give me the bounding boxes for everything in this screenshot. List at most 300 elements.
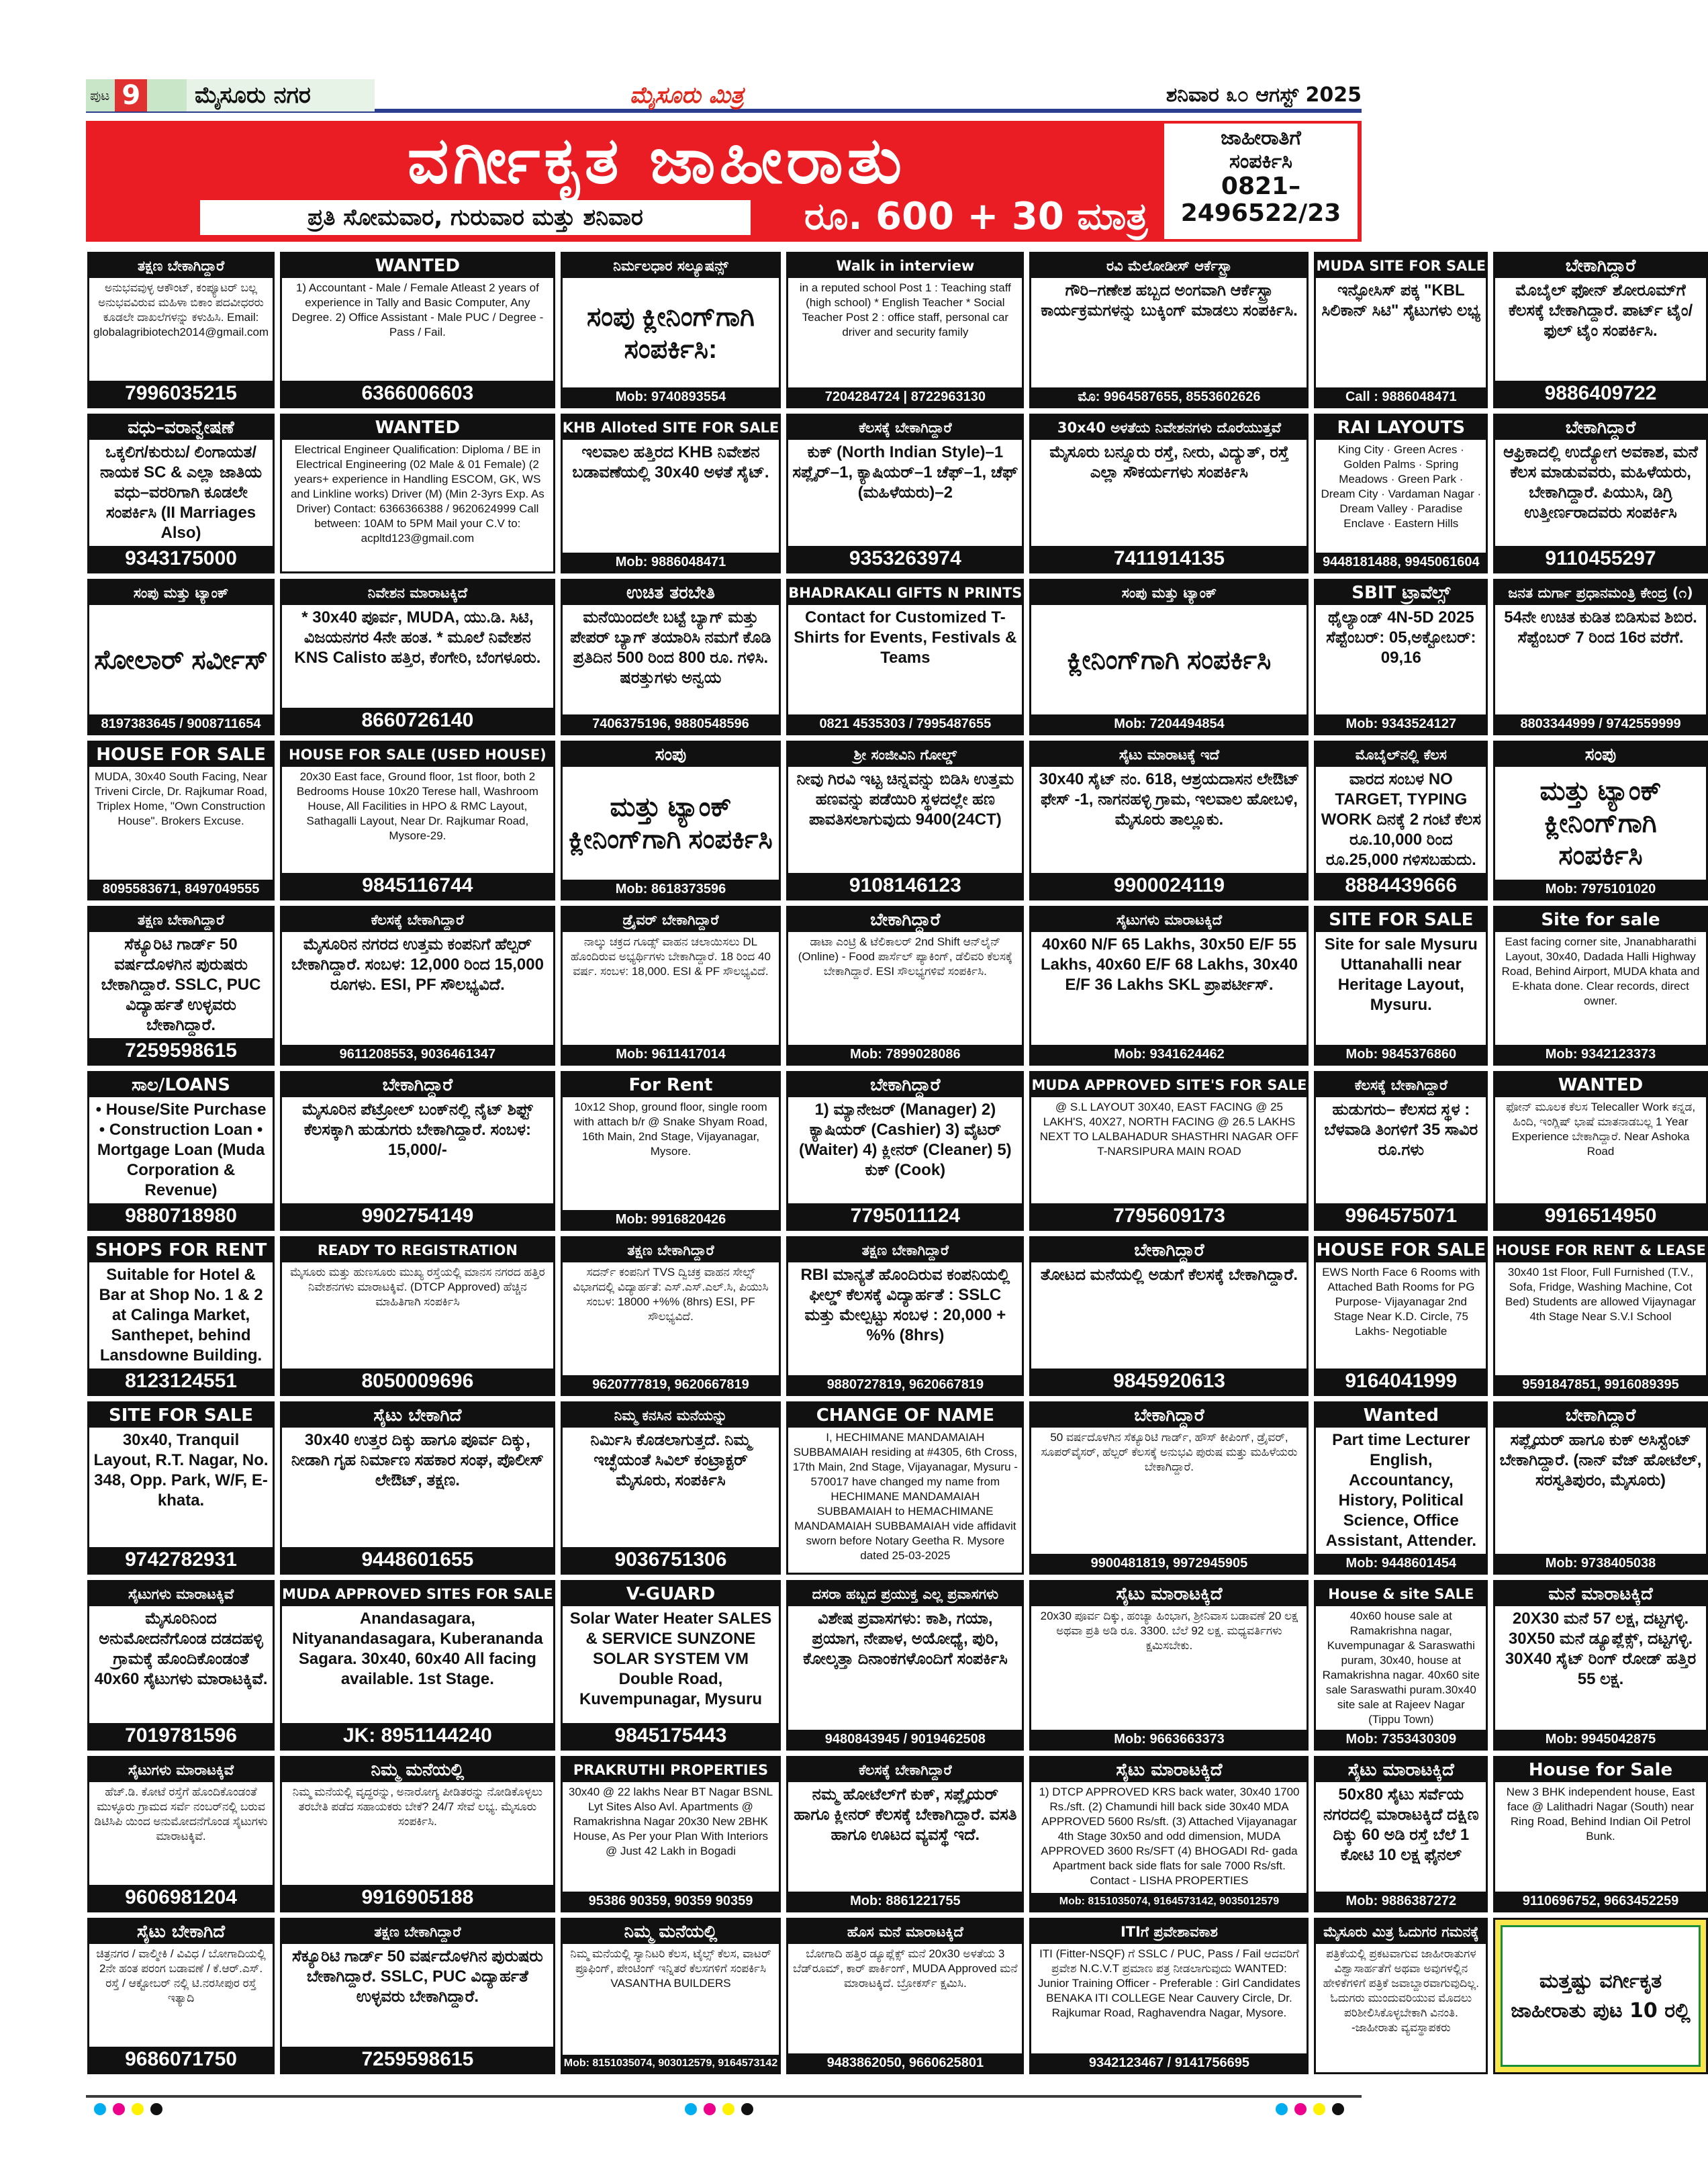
classified-ad	[1029, 741, 1309, 900]
ad-body: 40x60 house sale at Ramakrishna nagar, Kuvempunagar & Saraswathi puram, 30x40, house at Ramakrishna nagar. 40x60 site sale Saraswathi puram.30x40 site sale at Rajeev Nagar (Tippu Town)	[1322, 1610, 1480, 1726]
ad-phone: 7406375196, 9880548596	[563, 714, 779, 733]
ad-body: ವಿಶೇಷ ಪ್ರವಾಸಗಳು: ಕಾಶಿ, ಗಯಾ, ಪ್ರಯಾಗ, ನೇಪಾಳ, ಅಯೋಧ್ಯೆ, ಪುರಿ, ಕೋಲ್ಕತ್ತಾ ದಿನಾಂಕಗಳೊಂದಿಗೆ ಸಂಪರ್ಕಿಸಿ	[803, 1610, 1008, 1668]
classified-ad	[1493, 741, 1708, 900]
ad-phone: 9845920613	[1031, 1368, 1307, 1394]
classified-ad	[1029, 1071, 1309, 1231]
ad-heading: HOUSE FOR SALE	[1316, 1238, 1486, 1262]
ad-heading: ಮೊಬೈಲ್‌ನಲ್ಲಿ ಕೆಲಸ	[1316, 743, 1486, 767]
ad-body: I, HECHIMANE MANDAMAIAH SUBBAMAIAH residing at #4305, 6th Cross, 17th Main, 2nd Stage, Vijayanagar, Mysuru - 570017 have changed my name from HECHIMANE MANDAMAIAH SUBBAMAIAH to HEMACHIMANE MANDAMAIAH SUBBAMAIAH vide affidavit sworn before Notary Geetha R. Mysore dated 25-03-2025	[792, 1431, 1018, 1562]
classified-ad	[87, 252, 275, 408]
ad-body: ನಮ್ಮ ಹೋಟೆಲ್‌ಗೆ ಕುಕ್, ಸಪ್ಲೈಯರ್ ಹಾಗೂ ಕ್ಲೀನರ್ ಕೆಲಸಕ್ಕೆ ಬೇಕಾಗಿದ್ದಾರೆ. ವಸತಿ ಹಾಗೂ ಊಟದ ವ್ಯವಸ್ಥೆ ಇದೆ.	[794, 1785, 1017, 1844]
ad-phone: Mob: 9916820426	[563, 1210, 779, 1229]
ad-heading: ಉಚಿತ ತರಬೇತಿ	[563, 581, 779, 605]
ad-phone: Mob: 9845376860	[1316, 1045, 1486, 1064]
classified-ad	[280, 741, 555, 900]
classified-ad	[1314, 1401, 1488, 1575]
ad-heading: SITE FOR SALE	[89, 1403, 273, 1428]
ad-body: ಸಪ್ಲೈಯರ್ ಹಾಗೂ ಕುಕ್ ಅಸಿಸ್ಟೆಂಟ್ ಬೇಕಾಗಿದ್ದಾರೆ. (ನಾನ್ ವೆಜ್ ಹೋಟೆಲ್, ಸರಸ್ವತಿಪುರಂ, ಮೈಸೂರು)	[1499, 1431, 1702, 1489]
ad-phone: Mob: 8618373596	[563, 880, 779, 898]
classified-ad	[1314, 1756, 1488, 1912]
ad-phone: Mob: 9611417014	[563, 1045, 779, 1064]
classified-ad	[561, 1918, 781, 2074]
ad-heading: ಸೈಟು ಮಾರಾಟಕ್ಕಿದೆ	[1316, 1758, 1486, 1782]
ad-heading: MUDA APPROVED SITE'S FOR SALE	[1031, 1073, 1307, 1097]
ad-heading: ಸೈಟುಗಳು ಮಾರಾಟಕ್ಕಿವೆ	[89, 1582, 273, 1606]
ad-heading: SBIT ಟ್ರಾವೆಲ್ಸ್	[1316, 581, 1486, 605]
ad-body: ಮೈಸೂರು ಮತ್ತು ಹುಣಸೂರು ಮುಖ್ಯ ರಸ್ತೆಯಲ್ಲಿ ಮಾನಸ ನಗರದ ಹತ್ತಿರ ನಿವೇಶನಗಳು ಮಾರಾಟಕ್ಕಿವೆ. (DTCP Approved) ಹೆಚ್ಚಿನ ಮಾಹಿತಿಗಾಗಿ ಸಂಪರ್ಕಿಸಿ	[290, 1266, 545, 1308]
ad-heading: ಸೈಟುಗಳು ಮಾರಾಟಕ್ಕಿದೆ	[1031, 908, 1307, 932]
ad-heading: Site for sale	[1495, 908, 1706, 932]
ad-heading: ನಿರ್ಮಲಧಾರ ಸಲ್ಯೂಷನ್ಸ್	[563, 254, 779, 278]
contact-line-4: 2496522/23	[1180, 199, 1341, 227]
ad-body: ನೀವು ಗಿರವಿ ಇಟ್ಟ ಚಿನ್ನವನ್ನು ಬಿಡಿಸಿ ಉತ್ತಮ ಹಣವನ್ನು ಪಡೆಯಿರಿ ಸ್ಥಳದಲ್ಲೇ ಹಣ ಪಾವತಿಸಲಾಗುವುದು 9400(24CT)	[796, 770, 1014, 829]
ad-phone: 7411914135	[1031, 546, 1307, 571]
ad-body: ಮೈಸೂರಿನ ನಗರದ ಉತ್ತಮ ಕಂಪನಿಗೆ ಹೆಲ್ಪರ್ ಬೇಕಾಗಿದ್ದಾರೆ. ಸಂಬಳ: 12,000 ರಿಂದ 15,000 ರೂಗಳು. ESI, PF ಸೌಲಭ್ಯವಿದೆ.	[291, 935, 544, 994]
classified-ad	[786, 579, 1024, 735]
ad-phone: 9916514950	[1495, 1203, 1706, 1229]
ad-phone: 9110696752, 9663452259	[1495, 1892, 1706, 1910]
ad-phone: 9164041999	[1316, 1368, 1486, 1394]
ad-body: Suitable for Hotel & Bar at Shop No. 1 & 2 at Calinga Market, Santhepet, behind Lansdowne Building.	[99, 1266, 263, 1364]
ad-body: 54ನೇ ಉಚಿತ ಕುಡಿತ ಬಿಡಿಸುವ ಶಿಬಿರ. ಸೆಪ್ಟೆಂಬರ್ 7 ರಿಂದ 16ರ ವರೆಗೆ.	[1504, 608, 1697, 647]
ad-body: Solar Water Heater SALES & SERVICE SUNZONE SOLAR SYSTEM VM Double Road, Kuvempunagar, Mysuru	[569, 1610, 772, 1708]
classified-ad	[87, 1401, 275, 1575]
ad-phone: Mob: 9886387272	[1316, 1892, 1486, 1910]
ad-body: ಸಂಪು ಕ್ಲೀನಿಂಗ್‌ಗಾಗಿ ಸಂಪರ್ಕಿಸಿ:	[587, 301, 755, 364]
classified-ad	[87, 1918, 275, 2074]
ad-body: Contact for Customized T-Shirts for Events, Festivals & Teams	[794, 608, 1017, 667]
ad-phone: 7259598615	[89, 1038, 273, 1064]
classified-ad	[1493, 252, 1708, 408]
ad-body: 10x12 Shop, ground floor, single room with attach b/r @ Snake Shyam Road, 16th Main, 2nd Stage, Vijayanagar, Mysore.	[573, 1101, 768, 1158]
contact-line-2: ಸಂಪರ್ಕಿಸಿ	[1229, 150, 1292, 173]
classified-ad	[786, 1918, 1024, 2074]
ad-heading: ಸೈಟು ಬೇಕಾಗಿದೆ	[89, 1920, 273, 1944]
ad-heading: ನಿಮ್ಮ ಮನೆಯಲ್ಲಿ	[282, 1758, 553, 1782]
more-ads-notice: ಮತ್ತಷ್ಟು ವರ್ಗೀಕೃತ ಜಾಹೀರಾತು ಪುಟ 10 ರಲ್ಲಿ	[1501, 1925, 1701, 2067]
ad-phone: 8884439666	[1316, 873, 1486, 898]
classified-ad	[786, 1401, 1024, 1575]
contact-line-3: 0821–	[1221, 173, 1301, 200]
classified-ad	[1493, 1071, 1708, 1231]
ad-body: East facing corner site, Jnanabharathi Layout, 30x40, Dadada Halli Highway Road, Behind Airport, MUDA khata and E-khata done. Clear records, direct owner.	[1501, 935, 1700, 1007]
ad-body: ಅನುಭವವುಳ್ಳ ಆಕೌಂಟ್, ಕಂಪ್ಯೂಟರ್ ಬಲ್ಲ ಅನುಭವವಿರುವ ಮಹಿಳಾ ಬಿಕಾಂ ಪದವೀಧರರು ಕೂಡಲೇ ದಾಖಲೆಗಳನ್ನು ಕಳುಹಿಸಿ. Email: globalagribiotech2014@gmail.com	[93, 281, 269, 338]
ad-phone: 8095583671, 8497049555	[89, 880, 273, 898]
ad-phone: 6366006603	[282, 381, 553, 406]
ad-heading: ಸೈಟು ಮಾರಾಟಕ್ಕೆ ಇದೆ	[1031, 743, 1307, 767]
ad-body: 50 ವರ್ಷದೊಳಗಿನ ಸೆಕ್ಯೂರಿಟಿ ಗಾರ್ಡ್, ಹೌಸ್ ಕೀಪಿಂಗ್, ಡ್ರೈವರ್, ಸೂಪರ್‌ವೈಸರ್, ಹೆಲ್ಪರ್ ಕೆಲಸಕ್ಕೆ ಅನುಭವಿ ಪುರುಷ ಮತ್ತು ಮಹಿಳೆಯರು ಬೇಕಾಗಿದ್ದಾರೆ.	[1041, 1431, 1298, 1473]
classified-ad	[1029, 414, 1309, 573]
ad-phone: 95386 90359, 90359 90359	[563, 1892, 779, 1910]
ad-phone: 9611208553, 9036461347	[282, 1045, 553, 1064]
ad-body: ಒಕ್ಕಲಿಗ/ಕುರುಬ/ ಲಿಂಗಾಯತ/ನಾಯಕ SC & ಎಲ್ಲಾ ಜಾತಿಯ ವಧು–ವರರಿಗಾಗಿ ಕೂಡಲೇ ಸಂಪರ್ಕಿಸಿ (II Marriages Also)	[100, 443, 263, 542]
ad-heading: CHANGE OF NAME	[788, 1403, 1022, 1428]
ad-phone: 9110455297	[1495, 546, 1706, 571]
ad-body: in a reputed school Post 1 : Teaching staff (high school) * English Teacher * Social Teacher Post 2 : office staff, personal car driver and security family	[799, 281, 1011, 338]
ad-body: ವಾರದ ಸಂಬಳ NO TARGET, TYPING WORK ದಿನಕ್ಕೆ 2 ಗಂಟೆ ಕೆಲಸ ರೂ.10,000 ರಿಂದ ರೂ.25,000 ಗಳಿಸಬಹುದು.	[1321, 770, 1482, 869]
ad-heading: ಕೆಲಸಕ್ಕೆ ಬೇಕಾಗಿದ್ದಾರೆ	[788, 416, 1022, 440]
ad-body: 20X30 ಮನೆ 57 ಲಕ್ಷ, ದಟ್ಟಗಳ್ಳಿ. 30X50 ಮನೆ ಡ್ಯೂಪ್ಲೆಕ್ಸ್, ದಟ್ಟಗಳ್ಳಿ. 30X40 ಸೈಟ್ ರಿಂಗ್ ರೋಡ್ ಹತ್ತಿರ 55 ಲಕ್ಷ.	[1505, 1610, 1697, 1688]
banner-title: ವರ್ಗೀಕೃತ ಜಾಹೀರಾತು	[407, 122, 906, 198]
ad-heading: ಕೆಲಸಕ್ಕೆ ಬೇಕಾಗಿದ್ದಾರೆ	[1316, 1073, 1486, 1097]
yellow-dot-icon	[132, 2103, 144, 2115]
ad-heading: ಹೊಸ ಮನೆ ಮಾರಾಟಕ್ಕಿದೆ	[788, 1920, 1022, 1944]
ad-body: ಥೈಲ್ಯಾಂಡ್ 4N-5D 2025 ಸೆಪ್ಟೆಂಬರ್: 05,ಅಕ್ಟೋಬರ್: 09,16	[1326, 608, 1476, 667]
ad-heading: ದಸರಾ ಹಬ್ಬದ ಪ್ರಯುಕ್ತ ಎಲ್ಲ ಪ್ರವಾಸಗಳು	[788, 1582, 1022, 1606]
ad-phone: 9448181488, 9945061604	[1316, 553, 1486, 571]
ad-phone: 9343175000	[89, 546, 273, 571]
ad-phone: Mob: 9448601454	[1316, 1554, 1486, 1573]
ad-body: @ S.L LAYOUT 30X40, EAST FACING @ 25 LAKH'S, 40X27, NORTH FACING @ 26.5 LAKHS NEXT TO LALBAHADUR SHASTHRI NAGAR OFF T-NARSIPURA MAIN ROAD	[1039, 1101, 1299, 1158]
cyan-dot-icon	[685, 2103, 697, 2115]
ad-heading: KHB Alloted SITE FOR SALE	[563, 416, 779, 440]
classified-ad	[561, 414, 781, 573]
ad-body: 30x40, Tranquil Layout, R.T. Nagar, No. 348, Opp. Park, W/F, E-khata.	[93, 1431, 269, 1510]
ad-body: ಮೈಸೂರಿನ ಪೆಟ್ರೋಲ್ ಬಂಕ್‌ನಲ್ಲಿ ನೈಟ್ ಶಿಫ್ಟ್ ಕೆಲಸಕ್ಕಾಗಿ ಹುಡುಗರು ಬೇಕಾಗಿದ್ದಾರೆ. ಸಂಬಳ: 15,000/-	[302, 1101, 533, 1159]
ad-body: ಆಫ್ರಿಕಾದಲ್ಲಿ ಉದ್ಯೋಗ ಅವಕಾಶ, ಮನೆ ಕೆಲಸ ಮಾಡುವವರು, ಮಹಿಳೆಯರು, ಬೇಕಾಗಿದ್ದಾರೆ. ಪಿಯುಸಿ, ಡಿಗ್ರಿ ಉತ್ತೀರ್ಣರಾದವರು ಸಂಪರ್ಕಿಸಿ	[1503, 443, 1698, 522]
ad-heading: MUDA APPROVED SITES FOR SALE	[282, 1582, 553, 1606]
ad-heading: ಬೇಕಾಗಿದ್ದಾರೆ	[1495, 416, 1706, 440]
classified-banner	[86, 121, 1362, 242]
ad-body: 20x30 ಪೂರ್ವ ದಿಕ್ಕು, ಹಂಚ್ಯಾ ಹಿಂಭಾಗ, ಶ್ರೀನಿವಾಸ ಬಡಾವಣೆ 20 ಲಕ್ಷ ಅಥವಾ ಪ್ರತಿ ಅಡಿ ರೂ. 3300. ಬೆಲೆ 92 ಲಕ್ಷ. ಮಧ್ಯವರ್ತಿಗಳು ಕ್ಷಮಿಸಬೇಕು.	[1040, 1610, 1298, 1652]
classified-ad	[1029, 1918, 1309, 2074]
classified-ad	[1029, 252, 1309, 408]
ad-phone: Mob: 9341624462	[1031, 1045, 1307, 1064]
ad-heading: ಬೇಕಾಗಿದ್ದಾರೆ	[1495, 1403, 1706, 1428]
ad-phone: 9900024119	[1031, 873, 1307, 898]
ad-phone: 7204284724 | 8722963130	[788, 387, 1022, 406]
ad-body: ಕುಕ್ (North Indian Style)–1 ಸಪ್ಲೈರ್–1, ಕ್ಯಾಷಿಯರ್–1 ಚೆಫ್–1, ಚೆಫ್ (ಮಹಿಳೆಯರು)–2	[792, 443, 1018, 502]
ad-body: ಮೈಸೂರು ಬನ್ನೂರು ರಸ್ತೆ, ನೀರು, ವಿದ್ಯುತ್, ರಸ್ತೆ ಎಲ್ಲಾ ಸೌಕರ್ಯಗಳು ಸಂಪರ್ಕಿಸಿ	[1049, 443, 1289, 481]
ad-body: ಪತ್ರಿಕೆಯಲ್ಲಿ ಪ್ರಕಟವಾಗುವ ಜಾಹೀರಾತುಗಳ ವಿಶ್ವಾಸಾರ್ಹತೆಗೆ ಅಥವಾ ಅವುಗಳಲ್ಲಿನ ಹೇಳಿಕೆಗಳಿಗೆ ಪತ್ರಿಕೆ ಜವಾಬ್ದಾರವಾಗುವುದಿಲ್ಲ. ಓದುಗರು ಮುಂದುವರಿಯುವ ಮೊದಲು ಪರಿಶೀಲಿಸಿಕೊಳ್ಳಬೇಕಾಗಿ ವಿನಂತಿ. -ಜಾಹೀರಾತು ವ್ಯವಸ್ಥಾಪಕರು	[1323, 1947, 1479, 2034]
ad-heading: ತಕ್ಷಣ ಬೇಕಾಗಿದ್ದಾರೆ	[282, 1920, 553, 1944]
ad-heading: ಸಂಪು	[563, 743, 779, 767]
ad-heading: BHADRAKALI GIFTS N PRINTS	[788, 581, 1022, 605]
issue-date: ಶನಿವಾರ ೩೦ ಆಗಸ್ಟ್ 2025	[1166, 83, 1362, 107]
classified-ad	[1493, 414, 1708, 573]
ad-heading: ನಿಮ್ಮ ಕನಸಿನ ಮನೆಯನ್ನು	[563, 1403, 779, 1428]
ad-phone: 9880727819, 9620667819	[788, 1375, 1022, 1394]
ad-heading: HOUSE FOR RENT & LEASE	[1495, 1238, 1706, 1262]
ad-body: ಮತ್ತು ಟ್ಯಾಂಕ್ ಕ್ಲೀನಿಂಗ್‌ಗಾಗಿ ಸಂಪರ್ಕಿಸಿ	[1539, 776, 1662, 870]
ad-heading: Wanted	[1316, 1403, 1486, 1428]
ad-phone: Mob: 7353430309	[1316, 1730, 1486, 1749]
ad-heading: ನಿಮ್ಮ ಮನೆಯಲ್ಲಿ	[563, 1920, 779, 1944]
ad-phone: 8660726140	[282, 708, 553, 733]
yellow-dot-icon	[1313, 2103, 1325, 2115]
ad-phone: Mob: 9342123373	[1495, 1045, 1706, 1064]
ad-body: ಗೌರಿ–ಗಣೇಶ ಹಬ್ಬದ ಅಂಗವಾಗಿ ಆರ್ಕೆಸ್ಟ್ರಾ ಕಾರ್ಯಕ್ರಮಗಳನ್ನು ಬುಕ್ಕಿಂಗ್ ಮಾಡಲು ಸಂಪರ್ಕಿಸಿ.	[1041, 281, 1298, 320]
ad-body: ಮನೆಯಿಂದಲೇ ಬಟ್ಟೆ ಬ್ಯಾಗ್ ಮತ್ತು ಪೇಪರ್ ಬ್ಯಾಗ್ ತಯಾರಿಸಿ ನಮಗೆ ಕೊಡಿ ಪ್ರತಿದಿನ 500 ರಿಂದ 800 ರೂ. ಗಳಿಸಿ. ಷರತ್ತುಗಳು ಅನ್ವಯ	[570, 608, 771, 687]
ad-body: 50x80 ಸೈಟು ಸರ್ವೆಯ ನಗರದಲ್ಲಿ ಮಾರಾಟಕ್ಕಿದೆ ದಕ್ಷಿಣ ದಿಕ್ಕು 60 ಅಡಿ ರಸ್ತೆ ಬೆಲೆ 1 ಕೋಟಿ 10 ಲಕ್ಷ ಫೈನಲ್	[1323, 1785, 1479, 1864]
classified-ad	[561, 1580, 781, 1751]
banner-contact	[1164, 124, 1358, 239]
ad-body: • House/Site Purchase • Construction Loan • Mortgage Loan (Muda Corporation & Revenue)	[95, 1101, 267, 1199]
classified-ad	[1314, 1580, 1488, 1751]
ad-phone: 9900481819, 9972945905	[1031, 1554, 1307, 1573]
classified-ad	[1493, 1236, 1708, 1396]
classified-ad	[561, 741, 781, 900]
classified-ad	[786, 906, 1024, 1066]
ad-body: King City · Green Acres · Golden Palms · Spring Meadows · Green Park · Dream City · Vardaman Nagar · Dream Valley · Paradise Enclave · Eastern Hills	[1321, 443, 1482, 530]
ad-phone: 8803344999 / 9742559999	[1495, 714, 1706, 733]
ad-body: 30x40 ಸೈಟ್ ನಂ. 618, ಆಶ್ರಯದಾಸನ ಲೇಔಟ್ ಫೇಸ್ -1, ನಾಗನಹಳ್ಳಿ ಗ್ರಾಮ, ಇಲವಾಲ ಹೋಬಳಿ, ಮೈಸೂರು ತಾಲ್ಲೂಕು.	[1039, 770, 1300, 829]
ad-body: ಡಾಟಾ ಎಂಟ್ರಿ & ಟೆಲಿಕಾಲರ್ 2nd Shift ಆನ್‌ಲೈನ್ (Online) - Food ಪಾರ್ಸೆಲ್ ಪ್ಯಾಕಿಂಗ್, ಡೆಲಿವರಿ ಕೆಲಸಕ್ಕೆ ಬೇಕಾಗಿದ್ದಾರೆ. ESI ಸೌಲಭ್ಯಗಳಿವೆ ಸಂಪರ್ಕಿಸಿ.	[798, 935, 1012, 978]
page-number-box	[86, 79, 187, 111]
classified-ad	[280, 1918, 555, 2074]
cyan-dot-icon	[94, 2103, 106, 2115]
classified-ad	[786, 1071, 1024, 1231]
contact-line-1: ಜಾಹೀರಾತಿಗೆ	[1221, 126, 1301, 150]
ad-heading: ಸೈಟು ಬೇಕಾಗಿದೆ	[282, 1403, 553, 1428]
ad-body: ನಿಮ್ಮ ಮನೆಯಲ್ಲಿ ವೃದ್ಧರನ್ನು, ಅನಾರೋಗ್ಯ ಪೀಡಿತರನ್ನು ನೋಡಿಕೊಳ್ಳಲು ತರಬೇತಿ ಪಡೆದ ಸಹಾಯಕರು ಬೇಕೆ? 24/7 ಸೇವೆ ಲಭ್ಯ. ಮೈಸೂರು ಸಂಪರ್ಕಿಸಿ.	[292, 1785, 542, 1828]
ad-heading: ತಕ್ಷಣ ಬೇಕಾಗಿದ್ದಾರೆ	[563, 1238, 779, 1262]
classified-ad	[87, 741, 275, 900]
page-header	[86, 79, 1362, 113]
classified-ad	[561, 906, 781, 1066]
classified-ad	[561, 1071, 781, 1231]
classified-ad	[1029, 579, 1309, 735]
classified-ad	[1314, 1071, 1488, 1231]
classified-ad	[87, 906, 275, 1066]
ad-body: 30x40 1st Floor, Full Furnished (T.V., Sofa, Fridge, Washing Machine, Cot Bed) Students are allowed Vijaynagar 4th Stage Near S.V.I School	[1505, 1266, 1697, 1323]
ad-heading: ಸಂಪು	[1495, 743, 1706, 767]
ad-body: Part time Lecturer English, Accountancy, History, Political Science, Office Assistant, Attender.	[1325, 1431, 1477, 1550]
ad-heading: ಸಾಲ/LOANS	[89, 1073, 273, 1097]
ad-heading: ಬೇಕಾಗಿದ್ದಾರೆ	[788, 1073, 1022, 1097]
ad-heading: House for Sale	[1495, 1758, 1706, 1782]
ad-body: ಮೈಸೂರಿನಿಂದ ಅನುಮೋದನೆಗೊಂಡ ದಡದಹಳ್ಳಿ ಗ್ರಾಮಕ್ಕೆ ಹೊಂದಿಕೊಂಡಂತೆ 40x60 ಸೈಟುಗಳು ಮಾರಾಟಕ್ಕಿವೆ.	[94, 1610, 268, 1688]
ad-body: ಸೆಕ್ಯೂರಿಟಿ ಗಾರ್ಡ್ 50 ವರ್ಷದೊಳಗಿನ ಪುರುಷರು ಬೇಕಾಗಿದ್ದಾರೆ. SSLC, PUC ವಿದ್ಯಾರ್ಹತೆ ಉಳ್ಳವರು ಬೇಕಾಗಿದ್ದಾರೆ.	[292, 1947, 543, 2006]
classified-ad	[280, 1756, 555, 1912]
ad-body: ಸೋಲಾರ್ ಸರ್ವೀಸ್	[94, 645, 268, 675]
classified-ad	[87, 579, 275, 735]
ad-body: 1) DTCP APPROVED KRS back water, 30x40 1700 Rs./sft. (2) Chamundi hill back side 30x40 MDA APPROVED 5600 Rs/sft. (3) Attached Vijayanagar 4th Stage 30x50 and odd dimension, MUDA APPROVED 3600 Rs/SFT (4) BHOGADI Rd- gada Apartment back side flats for sale 7000 Rs/sft. Contact - LISHA PROPERTIES	[1039, 1785, 1300, 1887]
ad-phone: Mob: 9663663373	[1031, 1730, 1307, 1749]
ad-phone: Mob: 7204494854	[1031, 714, 1307, 733]
ad-phone: 9686071750	[89, 2047, 273, 2072]
ad-body: ಹುಡುಗರು– ಕೆಲಸದ ಸ್ಥಳ : ಬೆಳವಾಡಿ ತಿಂಗಳಿಗೆ 35 ಸಾವಿರ ರೂ.ಗಳು	[1324, 1101, 1478, 1159]
ad-phone: 9342123467 / 9141756695	[1031, 2053, 1307, 2072]
ad-body: Site for sale Mysuru Uttanahalli near Heritage Layout, Mysuru.	[1324, 935, 1478, 1014]
ad-body: 1) Accountant - Male / Female Atleast 2 years of experience in Tally and Basic Computer, Any Degree. 2) Office Assistant - Male PUC / Degree - Pass / Fail.	[291, 281, 544, 338]
ad-phone: 9483862050, 9660625801	[788, 2053, 1022, 2072]
classified-ad	[1029, 1236, 1309, 1396]
ad-phone: 8197383645 / 9008711654	[89, 714, 273, 733]
ad-phone: Mob: 9740893554	[563, 387, 779, 406]
color-registration-center	[685, 2103, 753, 2115]
ad-phone: 7795011124	[788, 1203, 1022, 1229]
ad-body: 40x60 N/F 65 Lakhs, 30x50 E/F 55 Lakhs, 40x60 E/F 68 Lakhs, 30x40 E/F 36 Lakhs SKL ಪ್ರಾಪರ್ಟೀಸ್.	[1041, 935, 1298, 994]
classified-ad	[280, 906, 555, 1066]
banner-price: ರೂ. 600 + 30 ಮಾತ್ರ	[804, 195, 1148, 238]
masthead-logo: ಮೈಸೂರು ಮಿತ್ರ	[630, 82, 744, 109]
ad-body: 30x40 @ 22 lakhs Near BT Nagar BSNL Lyt Sites Also Avl. Apartments @ Ramakrishna Nagar 20x30 New 2BHK House, As Per your Plan With Interiors @ Just 42 Lakh in Bogadi	[568, 1785, 773, 1857]
ad-body: 1) ಮ್ಯಾನೇಜರ್ (Manager) 2) ಕ್ಯಾಷಿಯರ್ (Cashier) 3) ವೈಟರ್ (Waiter) 4) ಕ್ಲೀನರ್ (Cleaner) 5) ಕುಕ್ (Cook)	[799, 1101, 1012, 1179]
classified-ad	[561, 1756, 781, 1912]
classified-ad	[561, 252, 781, 408]
ad-heading: ವಧು–ವರಾನ್ವೇಷಣೆ	[89, 416, 273, 440]
ad-phone: 0821 4535303 / 7995487655	[788, 714, 1022, 733]
ad-heading: ಬೇಕಾಗಿದ್ದಾರೆ	[282, 1073, 553, 1097]
ad-phone: 9036751306	[563, 1547, 779, 1573]
classified-ad	[1314, 1236, 1488, 1396]
ad-body: ನಿಮ್ಮ ಮನೆಯಲ್ಲಿ ಸ್ಯಾನಿಟರಿ ಕೆಲಸ, ಟೈಲ್ಸ್ ಕೆಲಸ, ವಾಟರ್ ಪ್ರೂಫಿಂಗ್, ಪೇಂಟಿಂಗ್ ಇನ್ನಿತರೆ ಕೆಲಸಗಳಿಗೆ ಸಂಪರ್ಕಿಸಿ VASANTHA BUILDERS	[570, 1947, 771, 1990]
ad-heading: WANTED	[1495, 1073, 1706, 1097]
ad-phone: Call : 9886048471	[1316, 387, 1486, 406]
ad-phone: Mob: 9738405038	[1495, 1554, 1706, 1573]
classified-ad	[1029, 906, 1309, 1066]
ad-phone: 9902754149	[282, 1203, 553, 1229]
classified-ad	[561, 1236, 781, 1396]
ad-heading: Walk in interview	[788, 254, 1022, 278]
ad-heading: ತಕ್ಷಣ ಬೇಕಾಗಿದ್ದಾರೆ	[788, 1238, 1022, 1262]
classified-ad	[786, 1580, 1024, 1751]
color-registration-right	[1276, 2103, 1344, 2115]
classified-ad	[280, 1401, 555, 1575]
ad-heading: ಸೈಟು ಮಾರಾಟಕ್ಕಿದೆ	[1031, 1758, 1307, 1782]
ad-heading: SHOPS FOR RENT	[89, 1238, 273, 1262]
ad-body: MUDA, 30x40 South Facing, Near Triveni Circle, Dr. Rajkumar Road, Triplex Home, "Own Construction House". Brokers Excuse.	[94, 770, 268, 827]
ad-body: * 30x40 ಪೂರ್ವ, MUDA, ಯು.ಡಿ. ಸಿಟಿ, ವಿಜಯನಗರ 4ನೇ ಹಂತ. * ಮೂಲೆ ನಿವೇಶನ KNS Calisto ಹತ್ತಿರ, ಕೆಂಗೇರಿ, ಬೆಂಗಳೂರು.	[294, 608, 541, 667]
classified-ad	[87, 1071, 275, 1231]
classified-ad	[561, 1401, 781, 1575]
ad-phone: 9916905188	[282, 1885, 553, 1910]
ad-phone: 8050009696	[282, 1368, 553, 1394]
ad-heading: House & site SALE	[1316, 1582, 1486, 1606]
ad-heading: ಬೇಕಾಗಿದ್ದಾರೆ	[1031, 1238, 1307, 1262]
ad-heading: ಕೆಲಸಕ್ಕೆ ಬೇಕಾಗಿದ್ದಾರೆ	[282, 908, 553, 932]
ad-heading: ತಕ್ಷಣ ಬೇಕಾಗಿದ್ದಾರೆ	[89, 254, 273, 278]
classified-ad	[1314, 252, 1488, 408]
classified-ad	[280, 579, 555, 735]
ad-heading: SITE FOR SALE	[1316, 908, 1486, 932]
classified-ad	[786, 1756, 1024, 1912]
ad-heading: ನಿವೇಶನ ಮಾರಾಟಕ್ಕಿದೆ	[282, 581, 553, 605]
ad-body: 30x40 ಉತ್ತರ ದಿಕ್ಕು ಹಾಗೂ ಪೂರ್ವ ದಿಕ್ಕು, ನೀಡಾಗಿ ಗೃಹ ನಿರ್ಮಾಣ ಸಹಕಾರ ಸಂಘ, ಪೊಲೀಸ್ ಲೇಔಟ್, ತಕ್ಷಣ.	[291, 1431, 544, 1489]
ad-heading: RAI LAYOUTS	[1316, 416, 1486, 440]
ad-body: ಚಿತ್ರನಗರ / ವಾಲ್ಮೀಕಿ / ವಿವಿಧ / ಬೋಗಾದಿಯಲ್ಲಿ 2ನೇ ಹಂತ ಪರಂಗ ಬಡಾವಣೆ / ಕೆ.ಆರ್.ಎಸ್. ರಸ್ತೆ / ಆಕ್ಟೋಬರ್ ನಲ್ಲಿ ಟಿ.ನರಸೀಪುರ ರಸ್ತೆ ಇತ್ಯಾದಿ	[96, 1947, 266, 2004]
ad-heading: For Rent	[563, 1073, 779, 1097]
black-dot-icon	[741, 2103, 753, 2115]
classified-ad	[1314, 579, 1488, 735]
ad-heading: MUDA SITE FOR SALE	[1316, 254, 1486, 278]
ad-body: ಬೋಗಾದಿ ಹತ್ತಿರ ಡ್ಯೂಪ್ಲೆಕ್ಸ್ ಮನೆ 20x30 ಅಳತೆಯ 3 ಬೆಡ್‌ರೂಮ್, ಕಾರ್ ಪಾರ್ಕಿಂಗ್, MUDA Approved ಮನೆ ಮಾರಾಟಕ್ಕಿದೆ. ಬ್ರೋಕರ್ಸ್ ಕ್ಷಮಿಸಿ.	[793, 1947, 1018, 1990]
ad-body: EWS North Face 6 Rooms with Attached Bath Rooms for PG Purpose- Vijayanagar 2nd Stage Near K.D. Circle, 75 Lakhs- Negotiable	[1322, 1266, 1480, 1338]
classified-ad	[1029, 1580, 1309, 1751]
ad-heading: WANTED	[282, 416, 553, 440]
ad-heading: ಜನತ ದುರ್ಗಾ ಪ್ರಧಾನಮಂತ್ರಿ ಕೇಂದ್ರ (೧)	[1495, 581, 1706, 605]
classified-ad	[786, 414, 1024, 573]
ad-phone: 9606981204	[89, 1885, 273, 1910]
ad-body: ಸದರ್ನ್ ಕಂಪನಿಗೆ TVS ದ್ವಿಚಕ್ರ ವಾಹನ ಸೇಲ್ಸ್ ವಿಭಾಗದಲ್ಲಿ ವಿದ್ಯಾರ್ಹತೆ: ಎಸ್.ಎಸ್.ಎಲ್.ಸಿ, ಪಿಯುಸಿ ಸಂಬಳ: 18000 +%% (8hrs) ESI, PF ಸೌಲಭ್ಯವಿದೆ.	[573, 1266, 769, 1323]
ad-phone: 9742782931	[89, 1547, 273, 1573]
ad-heading: ತಕ್ಷಣ ಬೇಕಾಗಿದ್ದಾರೆ	[89, 908, 273, 932]
ad-phone: Mob: 7899028086	[788, 1045, 1022, 1064]
ad-body: 20x30 East face, Ground floor, 1st floor, both 2 Bedrooms House 10x20 Terese hall, Washroom House, All Facilities in HPO & RMC Layout, Sathagalli Layout, Near Dr. Rajkumar Road, Mysore-29.	[296, 770, 538, 842]
ad-phone: 9845116744	[282, 873, 553, 898]
ad-heading: 30x40 ಅಳತೆಯ ನಿವೇಶನಗಳು ದೊರೆಯುತ್ತವೆ	[1031, 416, 1307, 440]
ad-phone: Mob: 7975101020	[1495, 880, 1706, 898]
ad-phone: 9845175443	[563, 1723, 779, 1749]
classified-ad	[1314, 1918, 1488, 2074]
ad-body: Electrical Engineer Qualification: Diploma / BE in Electrical Engineering (02 Male & 01 Female) (2 years+ experience in Handling ESCOM, GK, WS and Linkline works) Driver (M) (Min 2-3yrs Exp. As Driver) Contact: 6366366388 / 9620624999 Call between: 10AM to 5PM Mail your C.V to: acpltd123@gmail.com	[290, 443, 544, 545]
classified-ad	[1029, 1401, 1309, 1575]
classified-ad	[561, 579, 781, 735]
ad-phone: 9620777819, 9620667819	[563, 1375, 779, 1394]
classified-ad	[786, 1236, 1024, 1396]
ad-heading: ಮನೆ ಮಾರಾಟಕ್ಕಿದೆ	[1495, 1582, 1706, 1606]
ad-body: ಹೆಚ್.ಡಿ. ಕೋಟೆ ರಸ್ತೆಗೆ ಹೊಂದಿಕೊಂಡಂತೆ ಮುಳ್ಳೂರು ಗ್ರಾಮದ ಸರ್ವೆ ನಂಬರ್‌ನಲ್ಲಿ ಬರುವ ಡಿಟಿಸಿಪಿ ಯಿಂದ ಅನುಮೋದನೆಗೊಂಡ ಸೈಟುಗಳು ಮಾರಾಟಕ್ಕಿವೆ.	[94, 1785, 268, 1843]
classified-ad	[786, 252, 1024, 408]
ad-heading: ಸಂಪು ಮತ್ತು ಟ್ಯಾಂಕ್	[89, 581, 273, 605]
magenta-dot-icon	[704, 2103, 716, 2115]
ad-phone: 7996035215	[89, 381, 273, 406]
ad-heading: ಬೇಕಾಗಿದ್ದಾರೆ	[1031, 1403, 1307, 1428]
ad-phone: 8123124551	[89, 1368, 273, 1394]
ad-heading: HOUSE FOR SALE (USED HOUSE)	[282, 743, 553, 767]
ad-heading: ಶ್ರೀ ಸಂಜೀವಿನಿ ಗೋಲ್ಡ್	[788, 743, 1022, 767]
ad-phone: 9964575071	[1316, 1203, 1486, 1229]
ad-phone: 7795609173	[1031, 1203, 1307, 1229]
ad-heading: ಬೇಕಾಗಿದ್ದಾರೆ	[788, 908, 1022, 932]
ad-phone: 9591847851, 9916089395	[1495, 1375, 1706, 1394]
ad-body: ಮೊಬೈಲ್ ಫೋನ್ ಶೋರೂಮ್‌ಗೆ ಕೆಲಸಕ್ಕೆ ಬೇಕಾಗಿದ್ದಾರೆ. ಪಾರ್ಟ್ ಟೈಂ/ ಫುಲ್ ಟೈಂ ಸಂಪರ್ಕಿಸಿ.	[1508, 281, 1693, 340]
section-title: ಮೈಸೂರು ನಗರ	[187, 79, 375, 111]
color-registration-left	[94, 2103, 162, 2115]
ad-phone: Mob: 8151035074, 903012579, 9164573142	[563, 2055, 779, 2072]
classified-ad	[87, 1236, 275, 1396]
ad-heading: PRAKRUTHI PROPERTIES	[563, 1758, 779, 1782]
ad-body: ITI (Fitter-NSQF) ಗೆ SSLC / PUC, Pass / Fail ಆದವರಿಗೆ ಪ್ರವೇಶ N.C.V.T ಪ್ರಮಾಣ ಪತ್ರ ನೀಡಲಾಗುವುದು WANTED: Junior Training Officer - Preferable : Girl Candidates BENAKA ITI COLLEGE Near Cauvery Circle, Dr. Rajkumar Road, Raghavendra Nagar, Mysore.	[1038, 1947, 1300, 2019]
ad-body: ತೋಟದ ಮನೆಯಲ್ಲಿ ಅಡುಗೆ ಕೆಲಸಕ್ಕೆ ಬೇಕಾಗಿದ್ದಾರೆ.	[1040, 1266, 1298, 1284]
classified-ad	[1493, 906, 1708, 1066]
ad-heading: HOUSE FOR SALE	[89, 743, 273, 767]
ad-heading: ಬೇಕಾಗಿದ್ದಾರೆ	[1495, 254, 1706, 278]
ad-phone: Mob: 9343524127	[1316, 714, 1486, 733]
classified-ad	[1493, 1401, 1708, 1575]
ad-body: ನಾಲ್ಕು ಚಕ್ರದ ಗೂಡ್ಸ್ ವಾಹನ ಚಲಾಯಿಸಲು DL ಹೊಂದಿರುವ ಅಭ್ಯರ್ಥಿಗಳು ಬೇಕಾಗಿದ್ದಾರೆ. 18 ರಿಂದ 40 ವರ್ಷ. ಸಂಬಳ: 18,000. ESI & PF ಸೌಲಭ್ಯವಿದೆ.	[571, 935, 771, 978]
ad-body: ಇಲವಾಲ ಹತ್ತಿರದ KHB ನಿವೇಶನ ಬಡಾವಣೆಯಲ್ಲಿ 30x40 ಅಳತೆ ಸೈಟ್.	[572, 443, 769, 481]
page-number: 9	[115, 79, 147, 111]
banner-subtitle: ಪ್ರತಿ ಸೋಮವಾರ, ಗುರುವಾರ ಮತ್ತು ಶನಿವಾರ	[200, 200, 751, 235]
classified-ad	[1493, 1756, 1708, 1912]
yellow-dot-icon	[722, 2103, 734, 2115]
ad-body: ಸೆಕ್ಯೂರಿಟಿ ಗಾರ್ಡ್ 50 ವರ್ಷದೊಳಗಿನ ಪುರುಷರು ಬೇಕಾಗಿದ್ದಾರೆ. SSLC, PUC ವಿದ್ಯಾರ್ಹತೆ ಉಳ್ಳವರು ಬೇಕಾಗಿದ್ದಾರೆ.	[101, 935, 261, 1034]
classified-ad	[280, 252, 555, 408]
ad-body: RBI ಮಾನ್ಯತೆ ಹೊಂದಿರುವ ಕಂಪನಿಯಲ್ಲಿ ಫೀಲ್ಡ್ ಕೆಲಸಕ್ಕೆ ವಿದ್ಯಾರ್ಹತೆ : SSLC ಮತ್ತು ಮೇಲ್ಪಟ್ಟು ಸಂಬಳ : 20,000 + %% (8hrs)	[800, 1266, 1010, 1344]
page-label: ಪುಟ	[90, 87, 110, 103]
ad-heading: ITIಗೆ ಪ್ರವೇಶಾವಕಾಶ	[1031, 1920, 1307, 1944]
classified-ad	[1314, 741, 1488, 900]
ad-phone: 7019781596	[89, 1723, 273, 1749]
ad-heading: ಕೆಲಸಕ್ಕೆ ಬೇಕಾಗಿದ್ದಾರೆ	[788, 1758, 1022, 1782]
ad-body: ಮತ್ತು ಟ್ಯಾಂಕ್ ಕ್ಲೀನಿಂಗ್‌ಗಾಗಿ ಸಂಪರ್ಕಿಸಿ	[569, 792, 773, 854]
classified-ad	[1314, 414, 1488, 573]
classified-ad	[1493, 1918, 1708, 2074]
ad-phone: 9886409722	[1495, 381, 1706, 406]
ad-body: New 3 BHK independent house, East face @ Lalithadri Nagar (South) near Ring Road, Behind Indian Oil Petrol Bunk.	[1506, 1785, 1695, 1843]
cyan-dot-icon	[1276, 2103, 1288, 2115]
ad-body: ಇನ್ಫೋಸಿಸ್ ಪಕ್ಕ "KBL ಸಿಲಿಕಾನ್ ಸಿಟಿ" ಸೈಟುಗಳು ಲಭ್ಯ	[1321, 281, 1481, 320]
ad-phone: Mob: 8151035074, 9164573142, 9035012579	[1031, 1893, 1307, 1910]
ad-phone: 9448601655	[282, 1547, 553, 1573]
classified-ad	[280, 1580, 555, 1751]
classified-ad	[786, 741, 1024, 900]
classified-ad	[1029, 1756, 1309, 1912]
ad-heading: ಸೈಟು ಮಾರಾಟಕ್ಕಿದೆ	[1031, 1582, 1307, 1606]
ad-phone: Mob: 9945042875	[1495, 1730, 1706, 1749]
